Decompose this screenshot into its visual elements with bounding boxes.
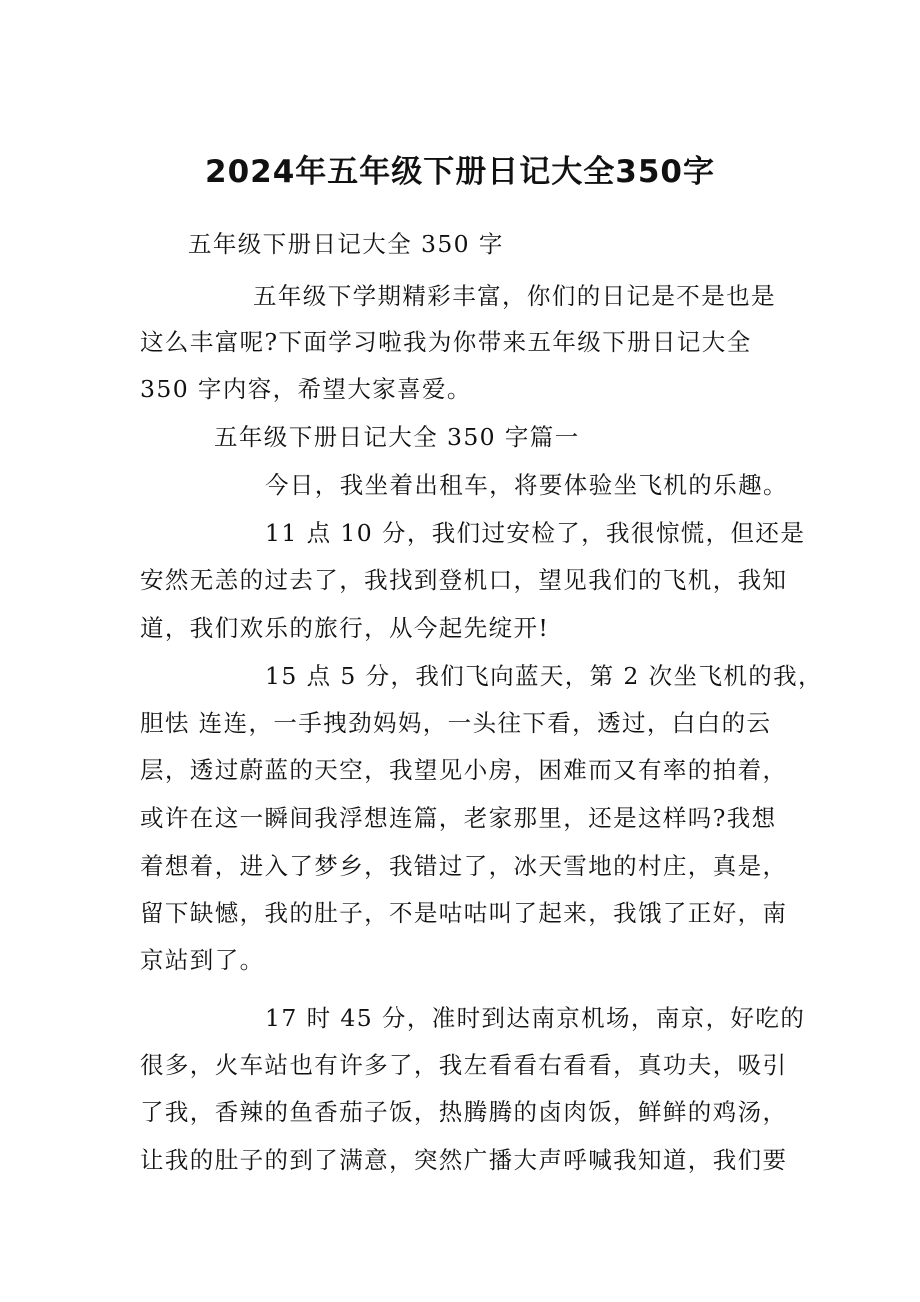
paragraph-line: 17 时 45 分，准时到达南京机场，南京，好吃的 bbox=[265, 1004, 806, 1032]
paragraph-line: 15 点 5 分，我们飞向蓝天，第 2 次坐飞机的我， bbox=[265, 662, 823, 690]
paragraph-line: 今日，我坐着出租车，将要体验坐飞机的乐趣。 bbox=[265, 471, 788, 499]
paragraph-line: 11 点 10 分，我们过安检了，我很惊慌，但还是 bbox=[265, 519, 806, 547]
paragraph-line: 很多，火车站也有许多了，我左看看右看看，真功夫，吸引 bbox=[140, 1051, 788, 1079]
paragraph-line: 层，透过蔚蓝的天空，我望见小房，困难而又有率的拍着， bbox=[140, 756, 788, 784]
paragraph-line: 留下缺憾，我的肚子，不是咕咕叫了起来，我饿了正好，南 bbox=[140, 899, 788, 927]
paragraph-line: 350 字内容，希望大家喜爱。 bbox=[140, 375, 472, 403]
paragraph-line: 安然无恙的过去了，我找到登机口，望见我们的飞机，我知 bbox=[140, 566, 788, 594]
paragraph-line: 胆怯 连连，一手拽劲妈妈，一头往下看，透过，白白的云 bbox=[140, 709, 772, 737]
paragraph-line: 让我的肚子的到了满意，突然广播大声呼喊我知道，我们要 bbox=[140, 1146, 788, 1174]
paragraph-line: 或许在这一瞬间我浮想连篇，老家那里，还是这样吗?我想 bbox=[140, 804, 777, 832]
paragraph-line: 了我，香辣的鱼香茄子饭，热腾腾的卤肉饭，鲜鲜的鸡汤， bbox=[140, 1098, 788, 1126]
document-title: 2024年五年级下册日记大全350字 bbox=[205, 154, 715, 190]
subtitle: 五年级下册日记大全 350 字 bbox=[188, 230, 504, 258]
section-heading: 五年级下册日记大全 350 字篇一 bbox=[214, 423, 580, 451]
paragraph-line: 京站到了。 bbox=[140, 946, 265, 974]
paragraph-line: 五年级下学期精彩丰富，你们的日记是不是也是 bbox=[253, 282, 776, 310]
paragraph-line: 道，我们欢乐的旅行，从今起先绽开! bbox=[140, 614, 550, 642]
paragraph-line: 着想着，进入了梦乡，我错过了，冰天雪地的村庄，真是， bbox=[140, 852, 788, 880]
paragraph-line: 这么丰富呢?下面学习啦我为你带来五年级下册日记大全 bbox=[140, 328, 752, 356]
